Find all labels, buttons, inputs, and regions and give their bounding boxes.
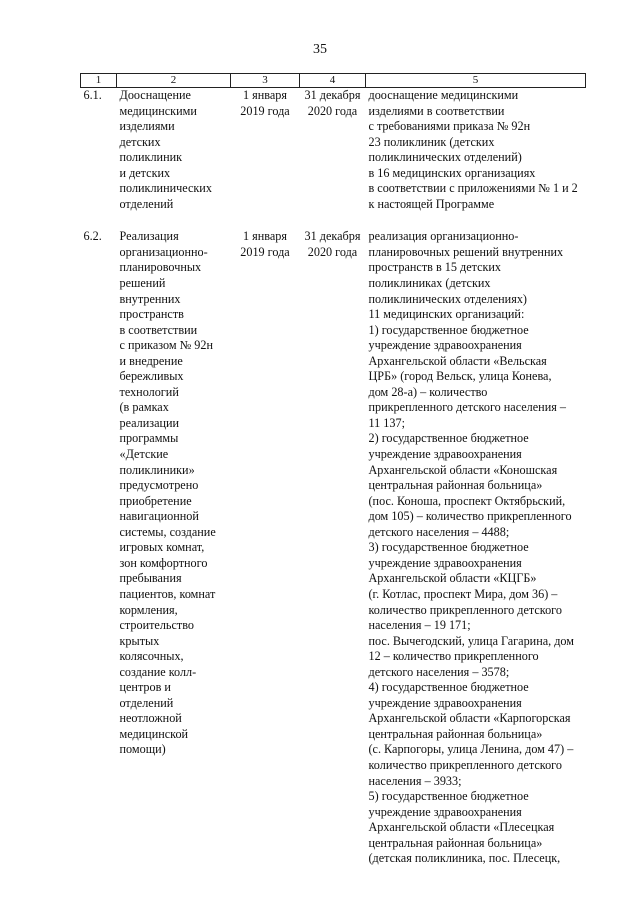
text-line: Дооснащение bbox=[119, 88, 191, 102]
text-line: пространств в 15 детских bbox=[368, 260, 502, 275]
text-line: в 16 медицинских организациях bbox=[368, 165, 536, 180]
text-line: организационно- bbox=[119, 244, 208, 259]
text-line: Архангельской области «КЦГБ» bbox=[368, 571, 537, 586]
text-line: учреждение здравоохранения bbox=[368, 447, 522, 462]
table-row bbox=[81, 88, 586, 228]
text-line: поликлинических отделениях) bbox=[368, 291, 527, 306]
text-line: учреждение здравоохранения bbox=[368, 338, 522, 353]
text-line: 23 поликлиник (детских bbox=[368, 134, 495, 149]
text-line: 2) государственное бюджетное bbox=[368, 431, 529, 446]
text-line: поликлиники» bbox=[119, 462, 195, 477]
text-line: дом 28-а) – количество bbox=[368, 384, 488, 399]
text-line: в соответствии bbox=[119, 322, 198, 337]
text-line: 2019 года bbox=[240, 103, 290, 118]
text-line: учреждение здравоохранения bbox=[368, 695, 522, 710]
item-description bbox=[366, 88, 586, 228]
text-line: планировочных bbox=[119, 260, 202, 275]
text-line: колясочных, bbox=[119, 649, 184, 664]
column-header-3: 3 bbox=[231, 74, 300, 88]
text-line: помощи) bbox=[119, 742, 166, 757]
text-line: количество прикрепленного детского bbox=[368, 602, 562, 617]
program-table bbox=[80, 73, 586, 867]
text-line: 1) государственное бюджетное bbox=[368, 322, 529, 337]
text-line: медицинской bbox=[119, 726, 189, 741]
column-header-5: 5 bbox=[366, 74, 586, 88]
text-line: поликлиник bbox=[119, 150, 183, 165]
text-line: системы, создание bbox=[119, 524, 216, 539]
column-header-2: 2 bbox=[117, 74, 231, 88]
text-line: 5) государственное бюджетное bbox=[368, 789, 529, 804]
column-header-1: 1 bbox=[81, 74, 117, 88]
text-line: прикрепленного детского населения – bbox=[368, 400, 566, 415]
text-line: с требованиями приказа № 92н bbox=[368, 119, 531, 134]
text-line: учреждение здравоохранения bbox=[368, 555, 522, 570]
text-line: 31 декабря bbox=[304, 88, 361, 102]
item-number: 6.2. bbox=[83, 229, 102, 244]
text-line: 12 – количество прикрепленного bbox=[368, 649, 539, 664]
text-line: 1 января bbox=[243, 229, 287, 244]
text-line: программы bbox=[119, 431, 179, 446]
text-line: и детских bbox=[119, 165, 171, 180]
text-line: населения – 3933; bbox=[368, 773, 462, 788]
text-line: Архангельской области «Вельская bbox=[368, 353, 547, 368]
text-line: 2019 года bbox=[240, 244, 290, 259]
text-line: 31 декабря bbox=[304, 229, 361, 244]
text-line: пространств bbox=[119, 307, 184, 322]
text-line: «Детские bbox=[119, 447, 169, 462]
text-line: неотложной bbox=[119, 711, 182, 726]
text-line: пребывания bbox=[119, 571, 182, 586]
text-line: количество прикрепленного детского bbox=[368, 757, 562, 772]
text-line: зон комфортного bbox=[119, 555, 208, 570]
text-line: 2020 года bbox=[307, 244, 358, 259]
page-number: 35 bbox=[313, 42, 327, 57]
text-line: центров и bbox=[119, 680, 171, 695]
item-name bbox=[117, 227, 231, 866]
text-line: изделиями bbox=[119, 119, 175, 134]
text-line: кормления, bbox=[119, 602, 178, 617]
text-line: предусмотрено bbox=[119, 478, 199, 493]
text-line: 4) государственное бюджетное bbox=[368, 680, 529, 695]
text-line: детских bbox=[119, 134, 161, 149]
text-line: Архангельской области «Плесецкая bbox=[368, 820, 555, 835]
text-line: (детская поликлиника, пос. Плесецк, bbox=[368, 851, 561, 866]
item-name bbox=[117, 88, 231, 228]
table-header-row bbox=[81, 74, 586, 88]
table-row bbox=[81, 227, 586, 866]
text-line: детского населения – 3578; bbox=[368, 664, 510, 679]
end-date bbox=[300, 88, 366, 228]
text-line: создание колл- bbox=[119, 664, 197, 679]
text-line: 3) государственное бюджетное bbox=[368, 540, 529, 555]
text-line: к настоящей Программе bbox=[368, 196, 495, 211]
text-line: и внедрение bbox=[119, 353, 183, 368]
text-line: (г. Котлас, проспект Мира, дом 36) – bbox=[368, 586, 558, 601]
text-line: крытых bbox=[119, 633, 160, 648]
text-line: отделений bbox=[119, 695, 174, 710]
text-line: (в рамках bbox=[119, 400, 169, 415]
text-line: в соответствии с приложениями № 1 и 2 bbox=[368, 181, 578, 196]
text-line: технологий bbox=[119, 384, 179, 399]
text-line: с приказом № 92н bbox=[119, 338, 213, 353]
text-line: отделений bbox=[119, 196, 174, 211]
text-line: медицинскими bbox=[119, 103, 197, 118]
text-line: навигационной bbox=[119, 509, 199, 524]
text-line: строительство bbox=[119, 618, 194, 633]
text-line: игровых комнат, bbox=[119, 540, 205, 555]
text-line: внутренних bbox=[119, 291, 181, 306]
column-header-4: 4 bbox=[300, 74, 366, 88]
text-line: детского населения – 4488; bbox=[368, 524, 510, 539]
text-line: ЦРБ» (город Вельск, улица Конева, bbox=[368, 369, 552, 384]
text-line: центральная районная больница» bbox=[368, 478, 543, 493]
text-line: учреждение здравоохранения bbox=[368, 804, 522, 819]
start-date bbox=[231, 88, 300, 228]
text-line: дом 105) – количество прикрепленного bbox=[368, 509, 572, 524]
text-line: центральная районная больница» bbox=[368, 726, 543, 741]
start-date bbox=[231, 227, 300, 866]
text-line: 1 января bbox=[243, 88, 287, 102]
text-line: 11 137; bbox=[368, 415, 405, 430]
text-line: центральная районная больница» bbox=[368, 835, 543, 850]
text-line: решений bbox=[119, 276, 166, 291]
text-line: Реализация bbox=[119, 229, 179, 244]
text-line: реализации bbox=[119, 415, 180, 430]
text-line: реализация организационно- bbox=[368, 229, 519, 244]
text-line: поликлиниках (детских bbox=[368, 276, 491, 291]
text-line: бережливых bbox=[119, 369, 184, 384]
item-description bbox=[366, 227, 586, 866]
text-line: изделиями в соответствии bbox=[368, 103, 505, 118]
text-line: планировочных решений внутренних bbox=[368, 244, 564, 259]
text-line: пос. Вычегодский, улица Гагарина, дом bbox=[368, 633, 575, 648]
text-line: населения – 19 171; bbox=[368, 618, 471, 633]
item-number: 6.1. bbox=[83, 88, 102, 102]
text-line: (с. Карпогоры, улица Ленина, дом 47) – bbox=[368, 742, 574, 757]
text-line: приобретение bbox=[119, 493, 192, 508]
text-line: пациентов, комнат bbox=[119, 586, 216, 601]
text-line: 2020 года bbox=[307, 103, 358, 118]
text-line: поликлинических отделений) bbox=[368, 150, 522, 165]
text-line: поликлинических bbox=[119, 181, 212, 196]
text-line: (пос. Коноша, проспект Октябрьский, bbox=[368, 493, 566, 508]
text-line: Архангельской области «Карпогорская bbox=[368, 711, 571, 726]
text-line: Архангельской области «Коношская bbox=[368, 462, 558, 477]
end-date bbox=[300, 227, 366, 866]
text-line: дооснащение медицинскими bbox=[368, 88, 519, 102]
text-line: 11 медицинских организаций: bbox=[368, 307, 525, 322]
